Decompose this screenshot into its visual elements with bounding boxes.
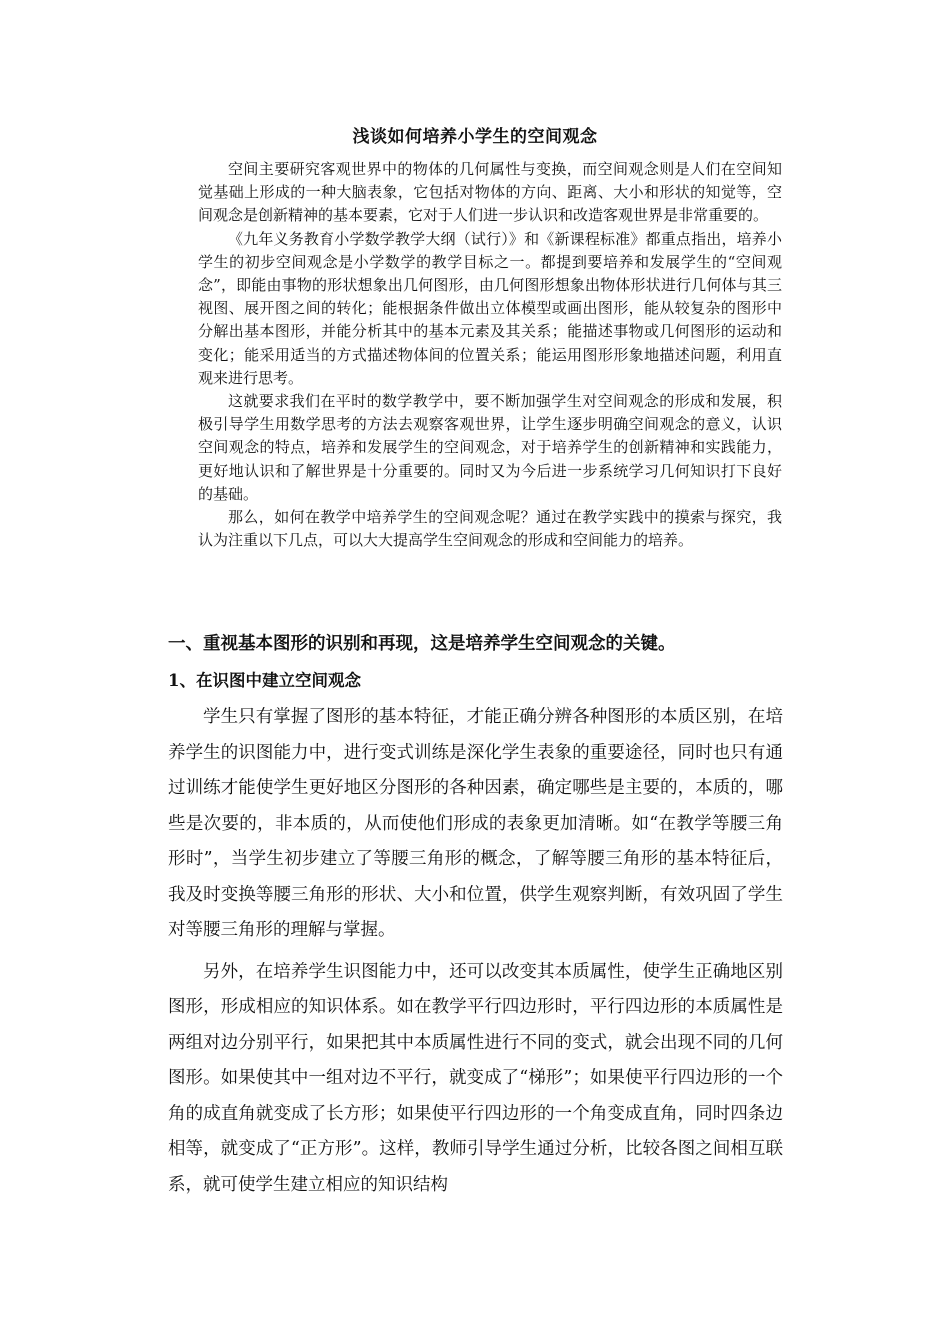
body-paragraph: 学生只有掌握了图形的基本特征，才能正确分辨各种图形的本质区别，在培养学生的识图能力中，进行变式训练是深化学生表象的重要途径，同时也只有通过训练才能使学生更好地区分图形的各种因素，确定哪些是主要的，本质的，哪些是次要的，非本质的，从而使他们形成的表象更加清晰。如“在教学等腰三角形时”，当学生初步建立了等腰三角形的概念，了解等腰三角形的基本特征后，我及时变换等腰三角形的形状、大小和位置，供学生观察判断，有效巩固了学生对等腰三角形的理解与掌握。	[168, 707, 783, 940]
subsection-heading: 1、在识图中建立空间观念	[168, 671, 361, 690]
section-body	[168, 700, 783, 1203]
intro-paragraph: 空间主要研究客观世界中的物体的几何属性与变换，而空间观念则是人们在空间知觉基础上形成的一种大脑表象，它包括对物体的方向、距离、大小和形状的知觉等，空间观念是创新精神的基本要素，它对于人们进一步认识和改造客观世界是非常重要的。	[198, 160, 782, 225]
intro-section	[198, 158, 782, 552]
section-heading: 一、重视基本图形的识别和再现，这是培养学生空间观念的关键。	[168, 634, 676, 654]
body-paragraph: 另外，在培养学生识图能力中，还可以改变其本质属性，使学生正确地区别图形，形成相应的知识体系。如在教学平行四边形时，平行四边形的本质属性是两组对边分别平行，如果把其中本质属性进行不同的变式，就会出现不同的几何图形。如果使其中一组对边不平行，就变成了“梯形”；如果使平行四边形的一个角的成直角就变成了长方形；如果使平行四边形的一个角变成直角，同时四条边相等，就变成了“正方形”。这样，教师引导学生通过分析，比较各图之间相互联系，就可使学生建立相应的知识结构	[168, 961, 783, 1195]
document-title: 浅谈如何培养小学生的空间观念	[352, 127, 598, 147]
intro-paragraph: 那么，如何在教学中培养学生的空间观念呢？通过在教学实践中的摸索与探究，我认为注重以下几点，可以大大提高学生空间观念的形成和空间能力的培养。	[198, 508, 782, 550]
intro-paragraph: 这就要求我们在平时的数学教学中，要不断加强学生对空间观念的形成和发展，积极引导学生用数学思考的方法去观察客观世界，让学生逐步明确空间观念的意义，认识空间观念的特点，培养和发展学生的空间观念，对于培养学生的创新精神和实践能力，更好地认识和了解世界是十分重要的。同时又为今后进一步系统学习几何知识打下良好的基础。	[198, 392, 782, 503]
intro-paragraph: 《九年义务教育小学数学教学大纲（试行）》和《新课程标准》都重点指出，培养小学生的初步空间观念是小学数学的教学目标之一。都提到要培养和发展学生的“空间观念”，即能由事物的形状想象出几何图形，由几何图形想象出物体形状进行几何体与其三视图、展开图之间的转化；能根据条件做出立体模型或画出图形，能从较复杂的图形中分解出基本图形，并能分析其中的基本元素及其关系；能描述事物或几何图形的运动和变化；能采用适当的方式描述物体间的位置关系；能运用图形形象地描述问题，利用直观来进行思考。	[198, 229, 782, 387]
